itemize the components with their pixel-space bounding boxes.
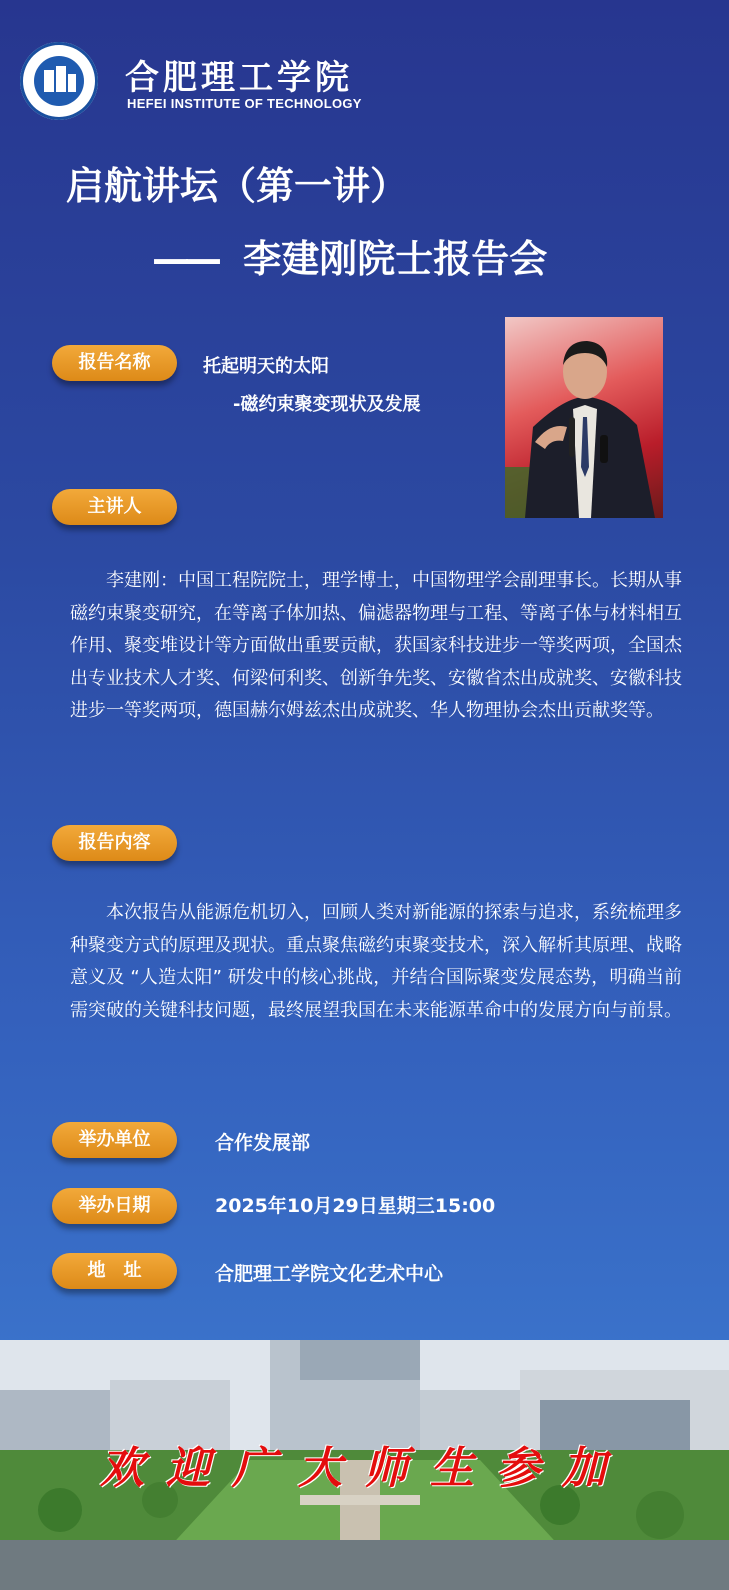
page-title: 启航讲坛（第一讲） [66,164,409,208]
organizer-value: 合作发展部 [215,1132,311,1154]
speaker-tag: 主讲人 [52,489,177,525]
report-name-line1: 托起明天的太阳 [203,356,329,377]
school-emblem-icon [20,42,98,120]
address-tag: 地 址 [52,1253,177,1289]
welcome-banner: 欢迎广大师生参加 [100,1443,628,1494]
title-dash: —— [152,237,216,281]
speaker-bio: 李建刚：中国工程院院士，理学博士，中国物理学会副理事长。长期从事磁约束聚变研究，在等离子体加热、偏滤器物理与工程、等离子体与材料相互作用、聚变堆设计等方面做出重要贡献，获国家科技进步一等奖两项，全国杰出专业技术人才奖、何梁何利奖、创新争先奖、安徽省杰出成就奖、安徽科技进步一等奖两项，德国赫尔姆兹杰出成就奖、华人物理协会杰出贡献奖等。 [70,570,682,721]
school-name-en: HEFEI INSTITUTE OF TECHNOLOGY [127,96,362,111]
school-name-cn: 合肥理工学院 [125,58,353,98]
report-name-tag: 报告名称 [52,345,177,381]
subtitle-text: 李建刚院士报告会 [243,237,548,281]
date-value: 2025年10月29日星期三15:00 [215,1195,496,1217]
speaker-photo [505,317,663,518]
organizer-tag: 举办单位 [52,1122,177,1158]
content-tag: 报告内容 [52,825,177,861]
address-value: 合肥理工学院文化艺术中心 [215,1263,444,1285]
report-name-line2: -磁约束聚变现状及发展 [233,394,421,415]
date-tag: 举办日期 [52,1188,177,1224]
content-text: 本次报告从能源危机切入，回顾人类对新能源的探索与追求，系统梳理多种聚变方式的原理及现状。重点聚焦磁约束聚变技术，深入解析其原理、战略意义及 “人造太阳” 研发中的核心挑战，并结合国际聚变发展态势，明确当前需突破的关键科技问题，最终展望我国在未来能源革命中的发展方向与前景。 [70,902,682,1021]
page-subtitle [152,228,547,283]
